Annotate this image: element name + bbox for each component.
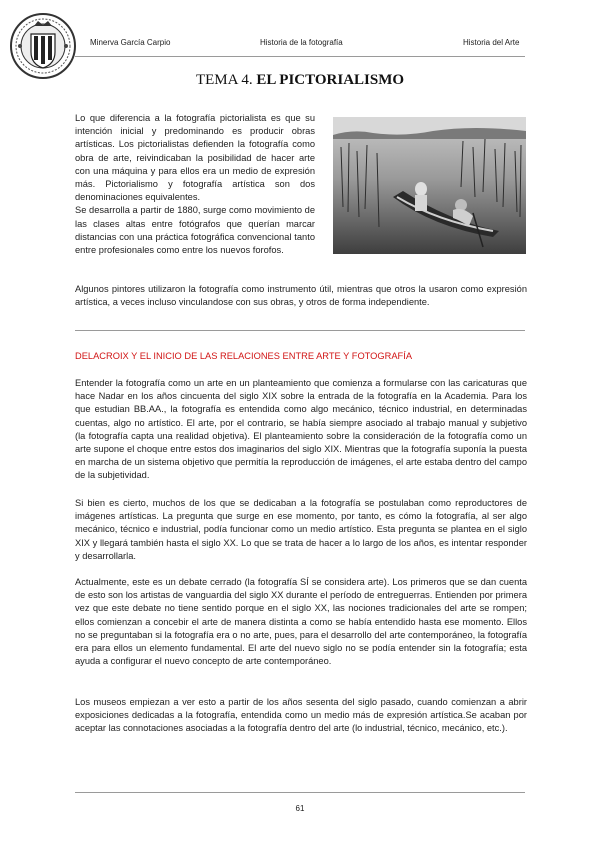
title-main: EL PICTORIALISMO [256, 72, 405, 88]
header-rule [75, 56, 525, 57]
intro-continuation: Algunos pintores utilizaron la fotografía como instrumento útil, mientras que otros la usaron como expresión artística, a veces incluso vinculandose con sus obras, y otros de forma independiente. [75, 284, 527, 308]
intro-text [75, 112, 315, 257]
header-author: Minerva García Carpio [90, 38, 171, 47]
intro-paragraph: Lo que diferencia a la fotografía pictorialista es que su intención inicial y predominando es producir obras artísticas. Los pictorialistas defienden la fotografía como obra de arte, reivindicaban la posibilidad de hacer arte con una máquina y para ellos era un medio de expresión más. Pictorialismo y fotografía artística son dos denominaciones equivalentes. [75, 113, 315, 203]
intro-paragraph: Se desarrolla a partir de 1880, surge como movimiento de las clases altas entre fotógrafos que querían marcar distancias con una práctica fotográfica convencional tanto entre profesionales como entre los nuevos forofos. [75, 205, 315, 256]
page-number: 61 [295, 804, 305, 813]
header-course: Historia de la fotografía [260, 38, 343, 47]
section-rule [75, 330, 525, 331]
title-prefix: TEMA 4. [195, 72, 253, 88]
body-paragraph: Si bien es cierto, muchos de los que se dedicaban a la fotografía se postulaban como reproductores de imágenes artísticas. La pregunta que surge en ese momento, por tanto, es cómo la fotografía, al ser algo mecánico, técnico e industrial, podía funcionar como un medio artístico. Esta pregunta se plantea en el siglo XIX y llegará también hasta el siglo XX. Lo que se trata de hacer a lo largo de los años, es intentar responder y desarrollarla. [75, 498, 527, 561]
body-paragraph: Los museos empiezan a ver esto a partir de los años sesenta del siglo pasado, cuando comienzan a abrir exposiciones dedicadas a la fotografía, entendida como un medio más de expresión artística.Se acaban por aceptar las connotaciones asociadas a la fotografía dentro del arte (lo industrial, técnico, mecánico, etc.). [75, 697, 527, 734]
footer-rule [75, 792, 525, 793]
header-subject: Historia del Arte [463, 38, 520, 47]
section-heading: DELACROIX Y EL INICIO DE LAS RELACIONES ENTRE ARTE Y FOTOGRAFÍA [75, 351, 413, 361]
page-title [0, 72, 600, 89]
body-paragraph: Entender la fotografía como un arte en un planteamiento que comienza a formularse con las caricaturas que hace Nadar en los años cincuenta del siglo XIX sobre la entrada de la fotografía en la Academia. Para los que estudian BB.AA., la fotografía es entendida como algo mecánico, técnico industrial, en determinadas cuentas, algo no artístico. El arte, por el contrario, se había siempre asociado al trabajo manual y subjetivo (la fotografía capta una realidad objetiva). El planteamiento sobre la consideración de la fotografía como un arte supone el choque entre estos dos imaginarios del siglo XIX. Mientras que la fotografía suponía la puesta en marcha de un sistema objetivo que permitía la reproducción de imágenes, el arte estaba dentro del campo de la subjetividad. [75, 378, 527, 481]
pictorialist-boat-photo [333, 117, 526, 254]
body-paragraph: Actualmente, este es un debate cerrado (la fotografía SÍ se considera arte). Los primeros que se dan cuenta de esto son los artistas de vanguardia del siglo XX durante el período de entreguerras. Entienden por primera vez que este debate no tiene sentido porque en el siglo XX, las nociones tradicionales del arte se rompen; ellos comienzan a concebir el arte de manera distinta a como se había entendido hasta ese momento. Ellos no se preguntaban si la fotografía era o no arte, pues, para el desarrollo del arte contemporáneo, la fotografía era para ellos un elemento fundamental. El arte del nuevo siglo no se podía entender sin la fotografía; esta ayuda a configurar el nuevo concepto de arte contemporáneo. [75, 577, 527, 667]
